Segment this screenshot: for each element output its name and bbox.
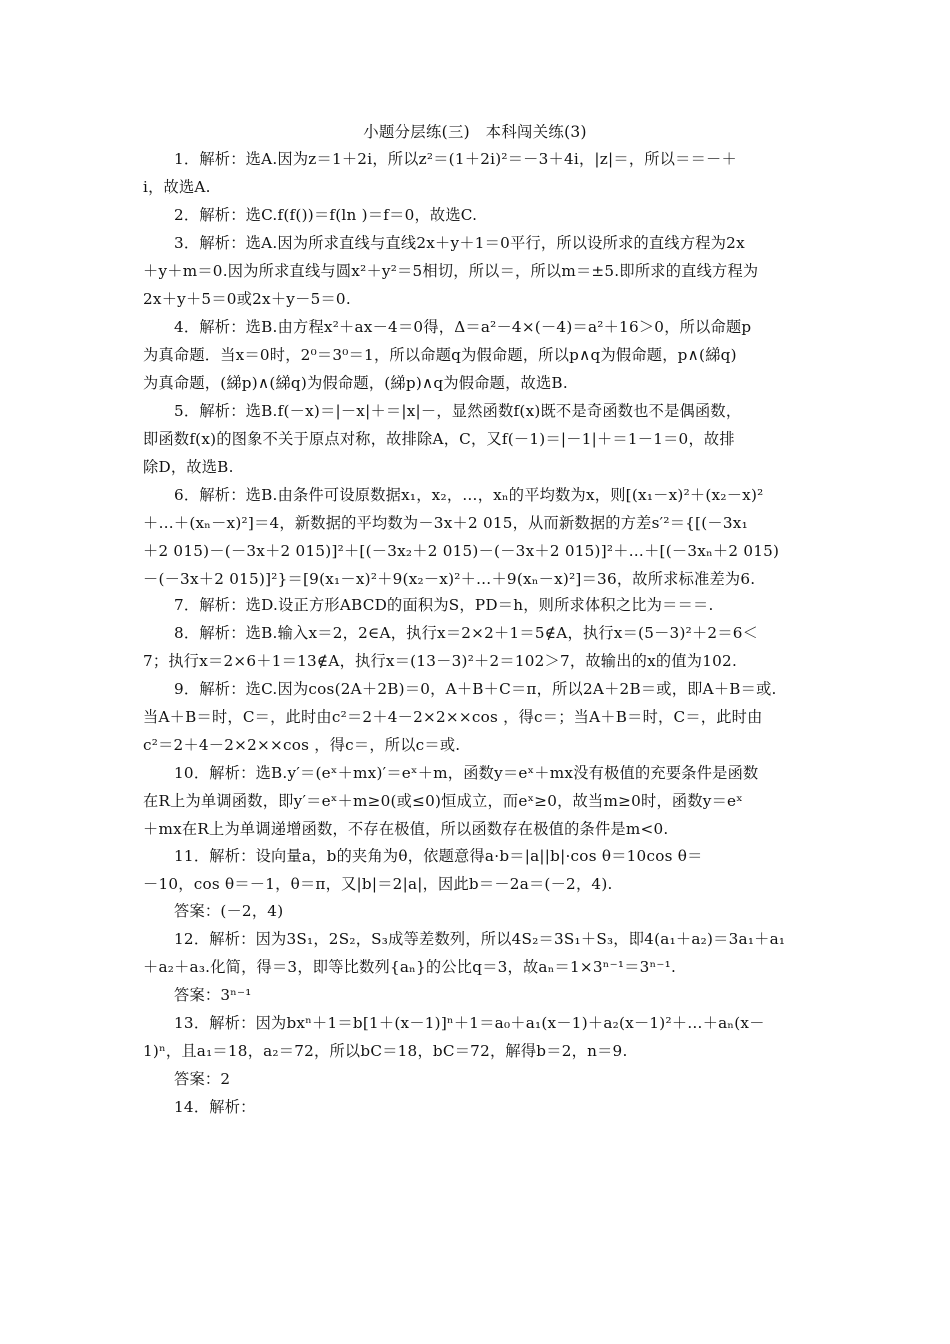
text-line: 当A＋B＝时，C＝，此时由c²＝2＋4－2×2××cos ，得c＝；当A＋B＝时，C＝，此时由: [143, 707, 763, 726]
text-line: ＋mx在R上为单调递增函数，不存在极值，所以函数存在极值的条件是m<0.: [143, 819, 669, 838]
text-line: 2．解析：选C.f(f())＝f(ln )＝f＝0，故选C.: [174, 206, 478, 224]
text-line: 答案：(－2，4): [174, 902, 284, 920]
text-line: ＋2 015)－(－3x＋2 015)]²＋[(－3x₂＋2 015)－(－3x＋2 015)]²＋…＋[(－3xₙ＋2 015): [143, 541, 780, 560]
answer-4: [143, 314, 813, 398]
text-line: 6．解析：选B.由条件可设原数据x₁，x₂，…，xₙ的平均数为x，则[(x₁－x)²＋(x₂－x)²: [174, 486, 764, 504]
text-line: 除D，故选B.: [143, 457, 234, 476]
text-line: ＋…＋(xₙ－x)²]＝4，新数据的平均数为－3x＋2 015，从而新数据的方差s′²＝{[(－3x₁: [143, 513, 748, 532]
text-line: 即函数f(x)的图象不关于原点对称，故排除A，C，又f(－1)＝|－1|＋＝1－1＝0，故排: [143, 429, 735, 448]
text-line: 3．解析：选A.因为所求直线与直线2x＋y＋1＝0平行，所以设所求的直线方程为2x: [174, 234, 745, 252]
text-line: 13．解析：因为bxⁿ＋1＝b[1＋(x－1)]ⁿ＋1＝a₀＋a₁(x－1)＋a₂(x－1)²＋…＋aₙ(x－: [174, 1014, 765, 1032]
text-line: 1．解析：选A.因为z＝1＋2i，所以z²＝(1＋2i)²＝－3＋4i，|z|＝，所以＝＝－＋: [174, 150, 737, 168]
answer-7: [143, 592, 813, 620]
text-line: 9．解析：选C.因为cos(2A＋2B)＝0，A＋B＋C＝π，所以2A＋2B＝或，即A＋B＝或.: [174, 680, 777, 698]
text-line: 7．解析：选D.设正方形ABCD的面积为S，PD＝h，则所求体积之比为＝＝＝.: [174, 596, 714, 614]
answer-5: [143, 398, 813, 482]
answer-14: [143, 1094, 813, 1122]
text-line: 5．解析：选B.f(－x)＝|－x|＋＝|x|－，显然函数f(x)既不是奇函数也不是偶函数，: [174, 402, 742, 420]
text-line: ＋y＋m＝0.因为所求直线与圆x²＋y²＝5相切，所以＝，所以m＝±5.即所求的直线方程为: [143, 261, 759, 280]
text-line: 答案：3ⁿ⁻¹: [174, 986, 252, 1004]
answer-1: [143, 146, 813, 202]
text-line: 4．解析：选B.由方程x²＋ax－4＝0得，Δ＝a²－4×(－4)＝a²＋16＞0，所以命题p: [174, 318, 752, 336]
answer-9: [143, 676, 813, 760]
answer-11: [143, 843, 813, 899]
text-line: ＋a₂＋a₃.化简，得＝3，即等比数列{aₙ}的公比q＝3，故aₙ＝1×3ⁿ⁻¹＝3ⁿ⁻¹.: [143, 957, 677, 976]
answer-2: [143, 202, 813, 230]
answer-8: [143, 620, 813, 676]
text-line: c²＝2＋4－2×2××cos ，得c＝，所以c＝或.: [143, 735, 461, 754]
text-line: 11．解析：设向量a，b的夹角为θ，依题意得a·b＝|a||b|·cos θ＝10cos θ＝: [174, 847, 703, 865]
text-line: 答案：2: [174, 1070, 231, 1088]
answer-13-result: [143, 1066, 813, 1094]
answer-3: [143, 230, 813, 314]
answer-13: [143, 1010, 813, 1066]
answer-12-result: [143, 982, 813, 1010]
answer-10: [143, 760, 813, 844]
answer-12: [143, 926, 813, 982]
text-line: 10．解析：选B.y′＝(eˣ＋mx)′＝eˣ＋m，函数y＝eˣ＋mx没有极值的充要条件是函数: [174, 764, 759, 782]
text-line: 14．解析：: [174, 1098, 256, 1116]
text-line: －10，cos θ＝－1，θ＝π，又|b|＝2|a|，因此b＝－2a＝(－2，4).: [143, 874, 613, 893]
text-line: 8．解析：选B.输入x＝2，2∈A，执行x＝2×2＋1＝5∉A，执行x＝(5－3)²＋2＝6＜: [174, 624, 759, 642]
answer-6: [143, 482, 813, 594]
text-line: 12．解析：因为3S₁，2S₂，S₃成等差数列，所以4S₂＝3S₁＋S₃，即4(a₁＋a₂)＝3a₁＋a₁: [174, 930, 786, 948]
text-line: 为真命题，(綈p)∧(綈q)为假命题，(綈p)∧q为假命题，故选B.: [143, 373, 568, 392]
answer-11-result: [143, 898, 813, 926]
text-line: 为真命题．当x＝0时，2⁰＝3⁰＝1，所以命题q为假命题，所以p∧q为假命题，p∧(綈q): [143, 345, 737, 364]
text-line: 7；执行x＝2×6＋1＝13∉A，执行x＝(13－3)²＋2＝102＞7，故输出的x的值为102.: [143, 651, 738, 670]
text-line: －(－3x＋2 015)]²}＝[9(x₁－x)²＋9(x₂－x)²＋…＋9(xₙ－x)²]＝36，故所求标准差为6.: [143, 569, 756, 588]
text-line: 2x＋y＋5＝0或2x＋y－5＝0.: [143, 289, 351, 308]
page-title: 小题分层练(三) 本科闯关练(3): [363, 123, 587, 141]
text-line: 在R上为单调函数，即y′＝eˣ＋m≥0(或≤0)恒成立，而eˣ≥0，故当m≥0时，函数y＝eˣ: [143, 791, 743, 810]
text-line: i，故选A.: [143, 177, 211, 196]
text-line: 1)ⁿ，且a₁＝18，a₂＝72，所以bC＝18，bC＝72，解得b＝2，n＝9.: [143, 1041, 628, 1060]
